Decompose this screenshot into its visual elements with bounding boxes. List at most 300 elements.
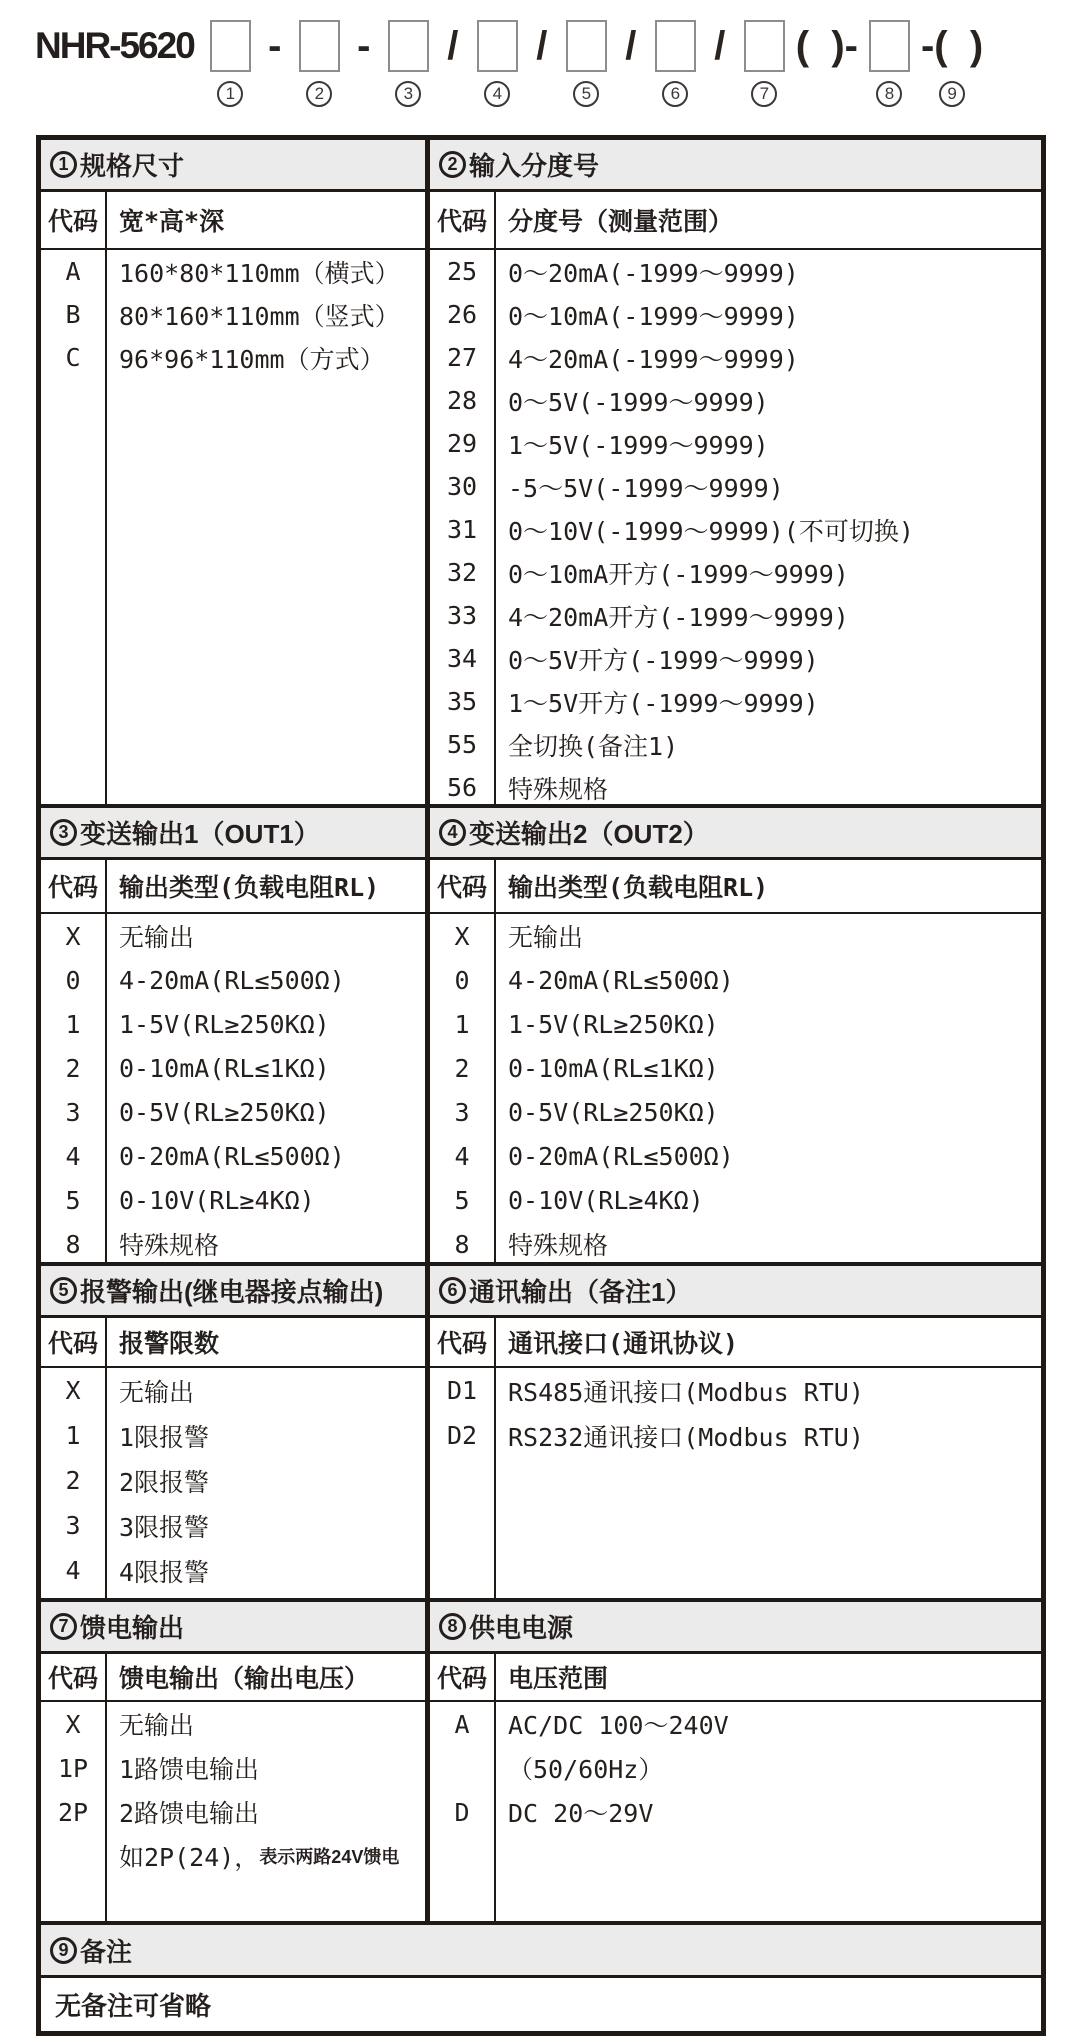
filler-row <box>430 1834 1041 1921</box>
section-4-output2 <box>425 808 1041 1266</box>
desc-cell <box>107 1458 425 1503</box>
table-row <box>430 594 1041 637</box>
code-cell: 8 <box>41 1222 107 1266</box>
table-row <box>430 336 1041 379</box>
column-headers <box>41 192 425 250</box>
segment-symbol-wrap <box>268 16 281 76</box>
code-cell: 3 <box>430 1090 496 1134</box>
section-title-text: 备注 <box>80 1936 133 1967</box>
section-number-icon: 5 <box>50 1277 77 1304</box>
desc-note: 表示两路24V馈电 <box>259 1847 400 1867</box>
section-title <box>430 1602 1041 1654</box>
code-cell: 0 <box>430 958 496 1002</box>
section-pair-7-8 <box>41 1602 1041 1925</box>
code-cell: 2P <box>41 1790 107 1834</box>
code-cell: 56 <box>430 766 496 809</box>
code-cell: 55 <box>430 723 496 766</box>
table-row <box>41 1548 425 1593</box>
circled-number-icon: 6 <box>662 81 688 107</box>
code-cell: 34 <box>430 637 496 680</box>
rows <box>430 250 1041 809</box>
section-number-icon: 7 <box>50 1613 77 1640</box>
code-cell: 3 <box>41 1503 107 1548</box>
section-number-icon: 8 <box>439 1613 466 1640</box>
desc-text: 如2P(24)， <box>119 1843 260 1872</box>
section-pair-1-2 <box>41 140 1041 808</box>
section-number-icon: 1 <box>50 151 77 178</box>
section-title <box>41 1602 425 1654</box>
desc-cell <box>107 1046 425 1090</box>
table-row <box>41 1413 425 1458</box>
desc-cell <box>496 766 1041 809</box>
code-cell: 29 <box>430 422 496 465</box>
desc-cell <box>107 1134 425 1178</box>
table-row <box>430 1134 1041 1178</box>
code-cell: 35 <box>430 680 496 723</box>
code-header: 代码 <box>41 192 107 248</box>
table-row <box>41 1090 425 1134</box>
section-title <box>430 140 1041 192</box>
code-cell: X <box>41 1702 107 1746</box>
desc-cell <box>496 508 1041 551</box>
code-cell: C <box>41 336 107 379</box>
segment-symbol-wrap <box>536 16 547 76</box>
table-row <box>430 1090 1041 1134</box>
table-row <box>430 1790 1041 1834</box>
filler-row <box>430 1458 1041 1598</box>
model-code-segment <box>744 16 785 107</box>
code-cell: 1 <box>41 1002 107 1046</box>
desc-cell <box>107 250 425 293</box>
desc-text: 0-10mA(RL≤1KΩ) <box>508 1053 719 1083</box>
column-headers <box>430 1654 1041 1702</box>
separator-glyph: / <box>447 23 459 68</box>
circled-number-icon: 4 <box>484 81 510 107</box>
circled-number-icon: 5 <box>573 81 599 107</box>
code-cell-empty <box>430 1834 496 1921</box>
filler-row <box>41 379 425 809</box>
desc-cell <box>107 1002 425 1046</box>
desc-cell-empty <box>107 1878 425 1921</box>
separator-glyph: - <box>268 23 282 68</box>
code-header: 代码 <box>430 192 496 248</box>
filler-row <box>41 1593 425 1598</box>
table-row <box>41 1178 425 1222</box>
desc-text: 2限报警 <box>119 1467 210 1497</box>
code-cell: X <box>41 1368 107 1413</box>
segment-symbol-wrap <box>299 16 340 76</box>
table-row <box>430 1746 1041 1790</box>
section-9-notes-title <box>41 1925 1041 1978</box>
desc-cell <box>496 1222 1041 1266</box>
desc-text: 3限报警 <box>119 1512 210 1542</box>
section-3-output1 <box>41 808 425 1266</box>
table-row <box>41 1458 425 1503</box>
section-number-icon: 4 <box>439 819 466 846</box>
desc-text: 4～20mA(-1999～9999) <box>508 344 799 374</box>
code-cell: X <box>430 914 496 958</box>
code-cell: D <box>430 1790 496 1834</box>
desc-text: （50/60Hz） <box>508 1755 664 1784</box>
code-box-icon <box>210 20 251 72</box>
table-row <box>430 680 1041 723</box>
table-row <box>430 914 1041 958</box>
circled-number-icon: 1 <box>217 81 243 107</box>
code-cell: 26 <box>430 293 496 336</box>
segment-symbol-wrap <box>357 16 370 76</box>
code-cell: 32 <box>430 551 496 594</box>
desc-cell <box>496 637 1041 680</box>
table-row <box>41 1834 425 1878</box>
code-box-icon <box>655 20 696 72</box>
segment-symbol-wrap <box>921 16 983 76</box>
model-code-segment <box>707 16 733 107</box>
code-header: 代码 <box>430 860 496 912</box>
section-title-text: 输入分度号 <box>469 151 600 181</box>
section-8-power-supply <box>425 1602 1041 1921</box>
desc-header: 通讯接口(通讯协议) <box>508 1329 739 1358</box>
table-row <box>41 1368 425 1413</box>
circled-number-icon: 8 <box>876 81 902 107</box>
separator-glyph: - <box>357 23 371 68</box>
separator-glyph: ( )- <box>795 23 858 68</box>
desc-cell <box>496 1368 1041 1413</box>
desc-text: 全切换(备注1) <box>508 731 679 761</box>
desc-cell <box>496 958 1041 1002</box>
desc-text: 0-10V(RL≥4KΩ) <box>119 1185 315 1215</box>
section-pair-5-6 <box>41 1266 1041 1602</box>
desc-text: 特殊规格 <box>119 1231 220 1260</box>
code-cell: 1P <box>41 1746 107 1790</box>
code-header: 代码 <box>41 860 107 912</box>
desc-cell <box>107 1790 425 1834</box>
desc-cell <box>496 1090 1041 1134</box>
rows <box>41 1702 425 1921</box>
separator-glyph: -( ) <box>920 23 984 68</box>
section-title-text: 通讯输出（备注1） <box>469 1277 692 1307</box>
desc-text: 80*160*110mm（竖式） <box>119 301 400 331</box>
desc-text: 160*80*110mm（横式） <box>119 258 400 288</box>
column-headers <box>430 860 1041 914</box>
desc-text: 0～10mA(-1999～9999) <box>508 301 799 331</box>
code-cell: 25 <box>430 250 496 293</box>
code-cell: 33 <box>430 594 496 637</box>
desc-header: 分度号（测量范围） <box>508 207 734 236</box>
table-row <box>41 1222 425 1266</box>
desc-text: 0-20mA(RL≤500Ω) <box>508 1141 734 1171</box>
section-number-icon: 9 <box>50 1937 77 1964</box>
table-row <box>430 551 1041 594</box>
code-cell: 2 <box>41 1458 107 1503</box>
table-row <box>430 766 1041 809</box>
desc-header: 宽*高*深 <box>119 207 225 236</box>
desc-text: DC 20～29V <box>508 1799 654 1828</box>
code-cell: 0 <box>41 958 107 1002</box>
desc-text: 无输出 <box>508 923 584 952</box>
table-row <box>41 914 425 958</box>
model-prefix: NHR-5620 <box>35 25 194 66</box>
table-row <box>41 250 425 293</box>
table-row <box>430 1222 1041 1266</box>
code-cell <box>41 1834 107 1878</box>
separator-glyph: / <box>536 23 548 68</box>
desc-cell <box>496 250 1041 293</box>
desc-text: 1-5V(RL≥250KΩ) <box>508 1009 719 1039</box>
desc-cell <box>496 1746 1041 1790</box>
desc-text: 0～20mA(-1999～9999) <box>508 258 799 288</box>
desc-cell <box>107 1702 425 1746</box>
desc-text: 0～5V开方(-1999～9999) <box>508 645 819 675</box>
segment-symbol-wrap <box>477 16 518 76</box>
desc-text: 4～20mA开方(-1999～9999) <box>508 602 849 632</box>
desc-text: 4-20mA(RL≤500Ω) <box>508 965 734 995</box>
rows <box>41 914 425 1266</box>
desc-text: 1路馈电输出 <box>119 1755 260 1784</box>
desc-cell <box>107 336 425 379</box>
section-title-text: 变送输出2（OUT2） <box>469 819 709 849</box>
section-title <box>41 808 425 860</box>
table-row <box>430 1178 1041 1222</box>
desc-cell <box>107 1548 425 1593</box>
desc-cell <box>496 680 1041 723</box>
section-1-dimensions <box>41 140 425 809</box>
desc-text: 0～10V(-1999～9999)(不可切换) <box>508 516 914 546</box>
segment-symbol-wrap <box>210 16 251 76</box>
table-row <box>430 723 1041 766</box>
desc-text: 4限报警 <box>119 1557 210 1587</box>
segment-symbol-wrap <box>566 16 607 76</box>
desc-text: AC/DC 100～240V <box>508 1711 729 1740</box>
desc-text: 无输出 <box>119 1711 195 1740</box>
desc-cell <box>107 1834 425 1878</box>
code-box-icon <box>566 20 607 72</box>
desc-cell <box>496 379 1041 422</box>
desc-text: 4-20mA(RL≤500Ω) <box>119 965 345 995</box>
desc-text: 0-20mA(RL≤500Ω) <box>119 1141 345 1171</box>
column-headers <box>430 192 1041 250</box>
code-header: 代码 <box>41 1318 107 1366</box>
desc-cell <box>496 1002 1041 1046</box>
code-cell <box>430 1746 496 1790</box>
desc-text: 1限报警 <box>119 1422 210 1452</box>
section-7-feed-output <box>41 1602 425 1921</box>
code-cell: A <box>41 250 107 293</box>
desc-text: 1-5V(RL≥250KΩ) <box>119 1009 330 1039</box>
model-code-segment <box>388 16 429 107</box>
table-row <box>430 1702 1041 1746</box>
desc-text: 96*96*110mm（方式） <box>119 344 385 374</box>
table-row <box>430 250 1041 293</box>
model-code-segment <box>869 16 910 107</box>
desc-header: 馈电输出（输出电压） <box>119 1664 370 1693</box>
section-5-alarm <box>41 1266 425 1598</box>
desc-cell <box>107 1746 425 1790</box>
code-cell: 31 <box>430 508 496 551</box>
table-row <box>430 422 1041 465</box>
code-cell: 4 <box>41 1134 107 1178</box>
desc-cell <box>107 1503 425 1548</box>
desc-cell <box>496 336 1041 379</box>
desc-text: 0-5V(RL≥250KΩ) <box>508 1097 719 1127</box>
desc-header: 输出类型(负载电阻RL) <box>119 873 380 902</box>
desc-text: 特殊规格 <box>508 774 609 804</box>
desc-text: RS232通讯接口(Modbus RTU) <box>508 1422 864 1452</box>
table-row <box>41 1503 425 1548</box>
code-box-icon <box>477 20 518 72</box>
desc-text: 无输出 <box>119 923 195 952</box>
code-cell: D2 <box>430 1413 496 1458</box>
desc-cell-empty <box>107 1593 425 1598</box>
code-cell: 5 <box>430 1178 496 1222</box>
section-title-text: 供电电源 <box>469 1613 574 1643</box>
desc-cell <box>107 1090 425 1134</box>
table-row <box>41 1134 425 1178</box>
desc-cell <box>496 1046 1041 1090</box>
model-code-segment <box>299 16 340 107</box>
section-title <box>41 140 425 192</box>
desc-cell <box>496 1702 1041 1746</box>
model-code-segment <box>618 16 644 107</box>
section-pair-3-4 <box>41 808 1041 1266</box>
code-cell: 4 <box>41 1548 107 1593</box>
segment-symbol-wrap <box>388 16 429 76</box>
code-cell: 4 <box>430 1134 496 1178</box>
section-title-text: 馈电输出 <box>80 1613 185 1643</box>
code-cell: 3 <box>41 1090 107 1134</box>
code-cell: X <box>41 914 107 958</box>
separator-glyph: / <box>625 23 637 68</box>
table-row <box>430 637 1041 680</box>
desc-cell <box>496 293 1041 336</box>
table-row <box>430 1413 1041 1458</box>
table-row <box>430 293 1041 336</box>
desc-cell <box>496 1790 1041 1834</box>
code-cell-empty <box>41 1593 107 1598</box>
notes-text: 无备注可省略 <box>55 1992 212 2022</box>
model-code-segment <box>921 16 983 107</box>
table-row <box>430 958 1041 1002</box>
circled-number-icon: 2 <box>306 81 332 107</box>
desc-cell <box>496 1134 1041 1178</box>
model-code-segments <box>210 16 983 107</box>
code-header: 代码 <box>41 1654 107 1700</box>
model-code-segment <box>796 16 858 107</box>
code-cell: 30 <box>430 465 496 508</box>
section-title <box>41 1266 425 1318</box>
code-header: 代码 <box>430 1318 496 1366</box>
model-code-segment <box>351 16 377 107</box>
desc-header: 电压范围 <box>508 1664 609 1693</box>
segment-symbol-wrap <box>625 16 636 76</box>
code-cell-empty <box>430 1458 496 1598</box>
desc-header: 报警限数 <box>119 1329 220 1358</box>
code-cell: 28 <box>430 379 496 422</box>
section-2-input-range <box>425 140 1041 809</box>
model-code-line <box>35 16 1080 107</box>
desc-cell-empty <box>107 379 425 809</box>
code-cell-empty <box>41 379 107 809</box>
column-headers <box>430 1318 1041 1368</box>
desc-cell <box>107 293 425 336</box>
table-row <box>430 379 1041 422</box>
rows <box>41 250 425 809</box>
table-row <box>41 1046 425 1090</box>
code-cell: D1 <box>430 1368 496 1413</box>
rows <box>430 914 1041 1266</box>
desc-cell <box>496 465 1041 508</box>
section-title-text: 规格尺寸 <box>80 151 185 181</box>
code-box-icon <box>744 20 785 72</box>
section-title-text: 变送输出1（OUT1） <box>80 819 320 849</box>
code-cell: 1 <box>430 1002 496 1046</box>
table-row <box>41 958 425 1002</box>
model-code-segment <box>566 16 607 107</box>
code-box-icon <box>299 20 340 72</box>
desc-cell-empty <box>496 1458 1041 1598</box>
desc-cell <box>496 594 1041 637</box>
segment-symbol-wrap <box>796 16 858 76</box>
model-code-segment <box>262 16 288 107</box>
table-row <box>41 1002 425 1046</box>
desc-cell <box>107 958 425 1002</box>
desc-text: -5～5V(-1999～9999) <box>508 473 784 503</box>
code-header: 代码 <box>430 1654 496 1700</box>
ordering-spec-table <box>36 135 1046 2036</box>
desc-cell <box>496 1413 1041 1458</box>
desc-cell <box>496 723 1041 766</box>
desc-text: 0-5V(RL≥250KΩ) <box>119 1097 330 1127</box>
rows <box>430 1702 1041 1921</box>
model-code-segment <box>210 16 251 107</box>
desc-cell <box>107 1368 425 1413</box>
desc-header: 输出类型(负载电阻RL) <box>508 873 769 902</box>
code-cell: 8 <box>430 1222 496 1266</box>
code-cell: B <box>41 293 107 336</box>
desc-text: 1～5V开方(-1999～9999) <box>508 688 819 718</box>
desc-text: 特殊规格 <box>508 1231 609 1260</box>
segment-symbol-wrap <box>744 16 785 76</box>
section-title <box>430 1266 1041 1318</box>
separator-glyph: / <box>714 23 726 68</box>
desc-cell-empty <box>496 1834 1041 1921</box>
section-6-communication <box>425 1266 1041 1598</box>
segment-symbol-wrap <box>869 16 910 76</box>
model-code-segment <box>529 16 555 107</box>
code-cell: 2 <box>41 1046 107 1090</box>
desc-cell <box>107 1413 425 1458</box>
desc-text: 1～5V(-1999～9999) <box>508 430 769 460</box>
code-box-icon <box>869 20 910 72</box>
desc-cell <box>107 914 425 958</box>
desc-text: 0～5V(-1999～9999) <box>508 387 769 417</box>
desc-cell <box>107 1222 425 1266</box>
rows <box>41 1368 425 1598</box>
table-row <box>430 508 1041 551</box>
table-row <box>41 293 425 336</box>
code-cell: 1 <box>41 1413 107 1458</box>
desc-cell <box>107 1178 425 1222</box>
table-row <box>430 1046 1041 1090</box>
section-number-icon: 3 <box>50 819 77 846</box>
code-cell: A <box>430 1702 496 1746</box>
code-box-icon <box>388 20 429 72</box>
table-row <box>41 336 425 379</box>
desc-text: RS485通讯接口(Modbus RTU) <box>508 1377 864 1407</box>
circled-number-icon: 3 <box>395 81 421 107</box>
circled-number-icon: 7 <box>751 81 777 107</box>
section-number-icon: 2 <box>439 151 466 178</box>
section-title-text: 报警输出(继电器接点输出) <box>80 1277 384 1307</box>
